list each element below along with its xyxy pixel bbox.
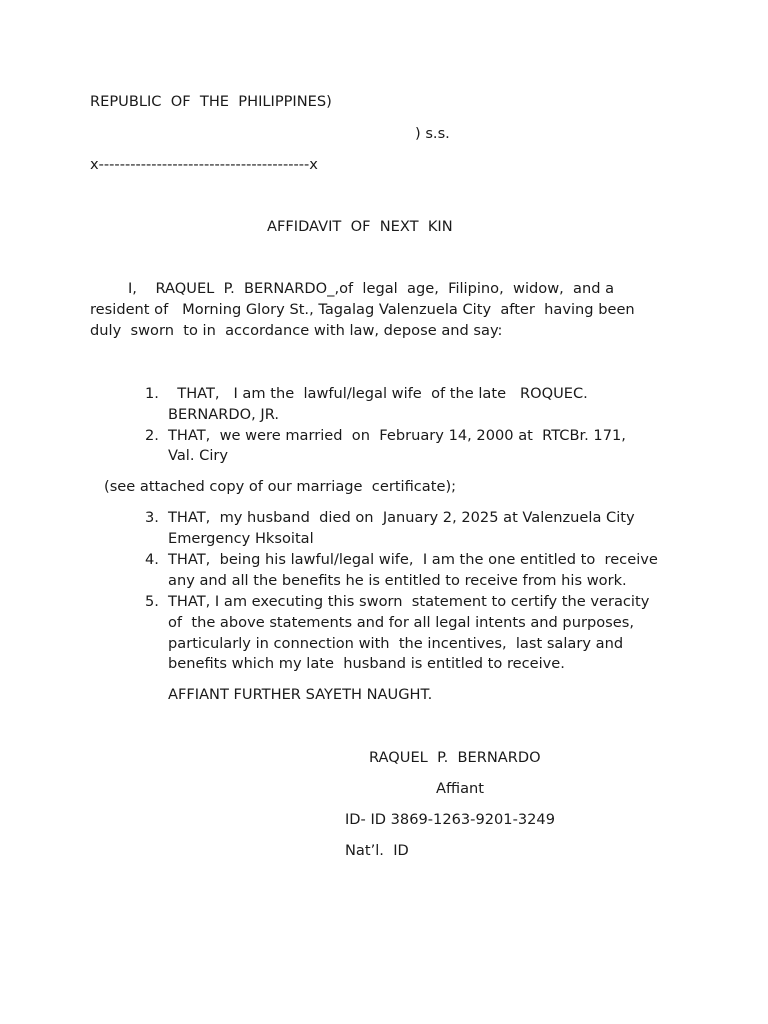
item-text-line: BERNARDO, JR. — [168, 406, 279, 423]
marriage-certificate-note: (see attached copy of our marriage certificate); — [104, 478, 457, 495]
intro-line-1: I, RAQUEL P. BERNARDO_,of legal age, Filipino, widow, and a — [128, 280, 615, 297]
item-text-line: Val. Ciry — [168, 447, 229, 464]
item-text-line: THAT, we were married on February 14, 2000 at RTCBr. 171, — [168, 427, 626, 444]
item-text-line: THAT, being his lawful/legal wife, I am the one entitled to receive — [168, 551, 658, 568]
item-number: 3. — [145, 509, 159, 526]
affiant-id-number: ID- ID 3869-1263-9201-3249 — [345, 811, 555, 828]
affiant-label: Affiant — [436, 780, 485, 797]
item-number: 5. — [145, 593, 159, 610]
item-number: 4. — [145, 551, 159, 568]
item-number: 2. — [145, 427, 159, 444]
intro-line-2: resident of Morning Glory St., Tagalag Valenzuela City after having been — [90, 301, 635, 318]
venue-separator: x----------------------------------------x — [90, 156, 318, 173]
item-text-line: benefits which my late husband is entitled to receive. — [168, 655, 565, 672]
item-text-line: THAT, I am the lawful/legal wife of the late ROQUEC. — [168, 385, 588, 402]
intro-line-3: duly sworn to in accordance with law, depose and say: — [90, 322, 503, 339]
item-text-line: THAT, I am executing this sworn statement to certify the veracity — [168, 593, 650, 610]
document-title: AFFIDAVIT OF NEXT KIN — [267, 218, 453, 235]
item-text-line: any and all the benefits he is entitled to receive from his work. — [168, 572, 627, 589]
venue-ss: ) s.s. — [415, 125, 450, 142]
item-text-line: Emergency Hksoital — [168, 530, 314, 547]
item-number: 1. — [145, 385, 159, 402]
venue-republic: REPUBLIC OF THE PHILIPPINES) — [90, 93, 332, 110]
closing-statement: AFFIANT FURTHER SAYETH NAUGHT. — [168, 686, 433, 703]
affiant-name: RAQUEL P. BERNARDO — [369, 749, 541, 766]
item-text-line: of the above statements and for all legal intents and purposes, — [168, 614, 634, 631]
item-text-line: particularly in connection with the incentives, last salary and — [168, 635, 624, 652]
affiant-id-type: Nat’l. ID — [345, 842, 409, 859]
item-text-line: THAT, my husband died on January 2, 2025 at Valenzuela City — [168, 509, 635, 526]
